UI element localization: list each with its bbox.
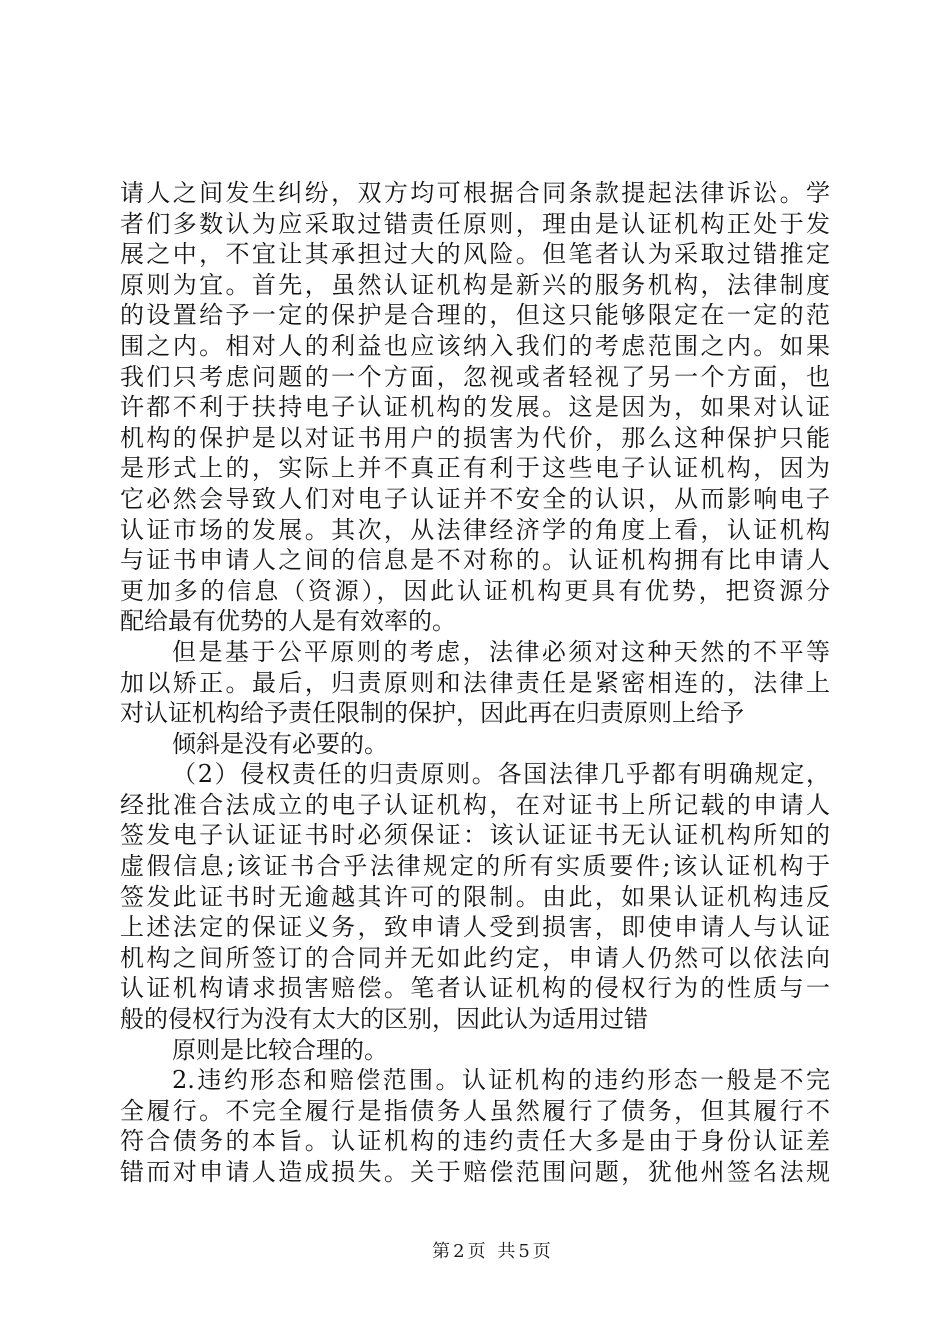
text-line: 经批准合法成立的电子认证机构，在对证书上所记载的申请人 [120,790,830,819]
text-line: 请人之间发生纠纷，双方均可根据合同条款提起法律诉讼。学 [120,179,830,207]
text-line: 机构之间所签订的合同并无如此约定，申请人仍然可以依法向 [120,943,830,972]
text-line: 但是基于公平原则的考虑，法律必须对这种天然的不平等 [172,637,830,666]
text-line: 签发电子认证证书时必须保证：该认证证书无认证机构所知的 [120,821,830,850]
text-line: （2）侵权责任的归责原则。各国法律几乎都有明确规定， [172,760,830,789]
paragraph [120,729,830,760]
text-line: 虚假信息;该证书合乎法律规定的所有实质要件;该认证机构于 [120,852,830,881]
text-line: 是形式上的，实际上并不真正有利于这些电子认证机构，因为 [120,454,830,483]
text-line: 机构的保护是以对证书用户的损害为代价，那么这种保护只能 [120,423,830,452]
text-line: 认证机构请求损害赔偿。笔者认证机构的侵权行为的性质与一 [120,974,830,1003]
body-text [120,178,830,1188]
text-line: 错而对申请人造成损失。关于赔偿范围问题，犹他州签名法规 [120,1158,830,1186]
page-footer [393,1238,593,1266]
text-line: 2.违约形态和赔偿范围。认证机构的违约形态一般是不完 [172,1066,830,1095]
text-line: 展之中，不宜让其承担过大的风险。但笔者认为采取过错推定 [120,240,830,269]
text-line: 认证市场的发展。其次，从法律经济学的角度上看，认证机构 [120,515,830,544]
text-line: 签发此证书时无逾越其许可的限制。由此，如果认证机构违反 [120,882,830,911]
text-line: 对认证机构给予责任限制的保护，因此再在归责原则上给予 [120,699,744,728]
text-line: 加以矫正。最后，归责原则和法律责任是紧密相连的，法律上 [120,668,830,697]
paragraph [120,178,830,637]
text-line: 更加多的信息（资源），因此认证机构更具有优势，把资源分 [120,576,830,605]
paragraph [120,1065,830,1187]
text-line: 原则是比较合理的。 [172,1035,388,1064]
text-line: 我们只考虑问题的一个方面，忽视或者轻视了另一个方面，也 [120,362,830,391]
text-line: 的设置给予一定的保护是合理的，但这只能够限定在一定的范 [120,301,830,330]
text-line: 与证书申请人之间的信息是不对称的。认证机构拥有比申请人 [120,546,830,575]
text-line: 配给最有优势的人是有效率的。 [120,607,456,636]
text-line: 许都不利于扶持电子认证机构的发展。这是因为，如果对认证 [120,393,830,422]
paragraph [120,759,830,1034]
text-line: 它必然会导致人们对电子认证并不安全的认识，从而影响电子 [120,484,830,513]
text-line: 般的侵权行为没有太大的区别，因此认为适用过错 [120,1005,648,1034]
text-line: 全履行。不完全履行是指债务人虽然履行了债务，但其履行不 [120,1096,830,1125]
text-line: 符合债务的本旨。认证机构的违约责任大多是由于身份认证差 [120,1127,830,1156]
text-line: 围之内。相对人的利益也应该纳入我们的考虑范围之内。如果 [120,331,830,360]
page-number: 第2页 共5页 [432,1241,554,1262]
text-line: 上述法定的保证义务，致申请人受到损害，即使申请人与认证 [120,913,830,942]
text-line: 原则为宜。首先，虽然认证机构是新兴的服务机构，法律制度 [120,270,830,299]
paragraph [120,637,830,729]
text-line: 者们多数认为应采取过错责任原则，理由是认证机构正处于发 [120,209,830,238]
text-line: 倾斜是没有必要的。 [172,729,388,758]
paragraph [120,1035,830,1066]
